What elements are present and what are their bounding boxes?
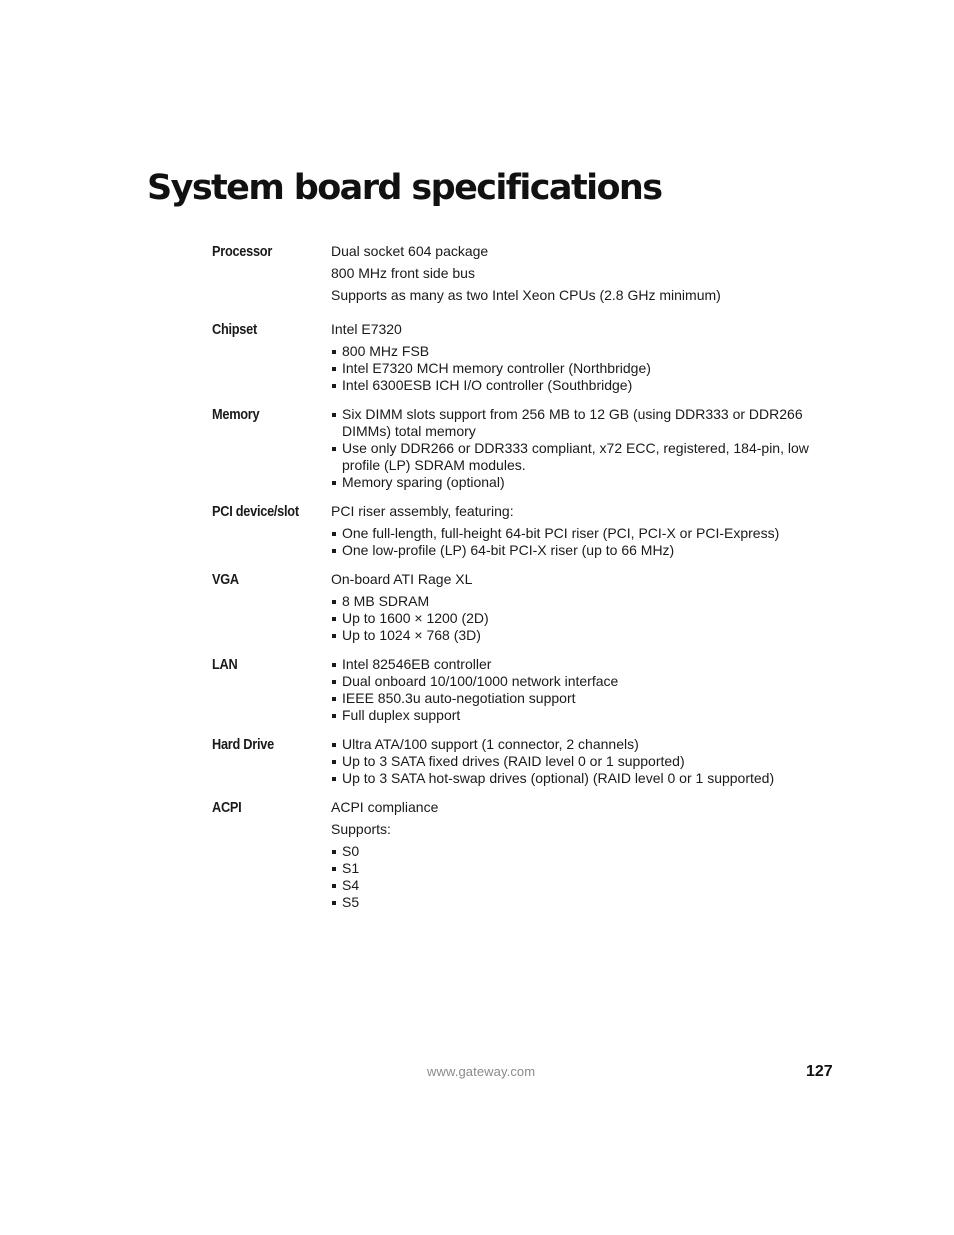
spec-label: Processor	[212, 244, 273, 260]
page-number: 127	[806, 1063, 833, 1080]
spec-bullet-list	[331, 343, 812, 394]
spec-bullet: Up to 3 SATA fixed drives (RAID level 0 or 1 supported)	[331, 753, 812, 770]
spec-bullet: Dual onboard 10/100/1000 network interface	[331, 673, 812, 690]
spec-bullet: Intel E7320 MCH memory controller (Northbridge)	[331, 360, 812, 377]
spec-content	[331, 321, 812, 394]
spec-bullet-list	[331, 656, 812, 724]
spec-bullet-list	[331, 736, 812, 787]
page-title: System board specifications	[147, 168, 662, 208]
spec-row	[212, 503, 812, 559]
spec-row	[212, 799, 812, 911]
spec-bullet: Intel 6300ESB ICH I/O controller (Southbridge)	[331, 377, 812, 394]
spec-bullet: Up to 1600 × 1200 (2D)	[331, 610, 812, 627]
spec-text: Dual socket 604 package	[331, 243, 489, 259]
spec-content	[331, 243, 812, 309]
spec-text: On-board ATI Rage XL	[331, 571, 473, 587]
spec-content	[331, 656, 812, 724]
spec-content	[331, 799, 812, 911]
spec-text: 800 MHz front side bus	[331, 265, 475, 281]
spec-bullet: IEEE 850.3u auto-negotiation support	[331, 690, 812, 707]
spec-bullet: Up to 3 SATA hot-swap drives (optional) (RAID level 0 or 1 supported)	[331, 770, 812, 787]
spec-text: ACPI compliance	[331, 799, 439, 815]
spec-bullet: 800 MHz FSB	[331, 343, 812, 360]
spec-text: Supports:	[331, 821, 391, 837]
spec-row	[212, 736, 812, 787]
spec-bullet: Up to 1024 × 768 (3D)	[331, 627, 812, 644]
spec-bullet: S0	[331, 843, 812, 860]
spec-bullet: Six DIMM slots support from 256 MB to 12 GB (using DDR333 or DDR266 DIMMs) total memory	[331, 406, 812, 440]
spec-text: Supports as many as two Intel Xeon CPUs (2.8 GHz minimum)	[331, 287, 721, 303]
spec-label: PCI device/slot	[212, 504, 299, 520]
spec-row	[212, 656, 812, 724]
spec-bullet: Use only DDR266 or DDR333 compliant, x72 ECC, registered, 184-pin, low profile (LP) SDRAM modules.	[331, 440, 812, 474]
spec-row	[212, 406, 812, 491]
spec-bullet: One low-profile (LP) 64-bit PCI-X riser (up to 66 MHz)	[331, 542, 812, 559]
spec-bullet: 8 MB SDRAM	[331, 593, 812, 610]
spec-bullet: Ultra ATA/100 support (1 connector, 2 channels)	[331, 736, 812, 753]
spec-content	[331, 503, 812, 559]
spec-content	[331, 736, 812, 787]
spec-bullet: Memory sparing (optional)	[331, 474, 812, 491]
spec-bullet: S5	[331, 894, 812, 911]
spec-label: Hard Drive	[212, 737, 274, 753]
spec-label: VGA	[212, 572, 239, 588]
spec-bullet-list	[331, 593, 812, 644]
spec-text: Intel E7320	[331, 321, 402, 337]
spec-label: Chipset	[212, 322, 257, 338]
spec-content	[331, 406, 812, 491]
spec-bullet: Intel 82546EB controller	[331, 656, 812, 673]
spec-bullet-list	[331, 406, 812, 491]
spec-bullet: S4	[331, 877, 812, 894]
spec-content	[331, 571, 812, 644]
spec-text: PCI riser assembly, featuring:	[331, 503, 514, 519]
spec-label: Memory	[212, 407, 260, 423]
spec-bullet-list	[331, 843, 812, 911]
spec-bullet: S1	[331, 860, 812, 877]
spec-label: LAN	[212, 657, 238, 673]
spec-bullet: Full duplex support	[331, 707, 812, 724]
spec-row	[212, 243, 812, 309]
spec-row	[212, 321, 812, 394]
spec-bullet-list	[331, 525, 812, 559]
spec-bullet: One full-length, full-height 64-bit PCI riser (PCI, PCI-X or PCI-Express)	[331, 525, 812, 542]
footer-url: www.gateway.com	[427, 1064, 536, 1079]
spec-row	[212, 571, 812, 644]
spec-label: ACPI	[212, 800, 242, 816]
spec-table	[212, 243, 812, 911]
